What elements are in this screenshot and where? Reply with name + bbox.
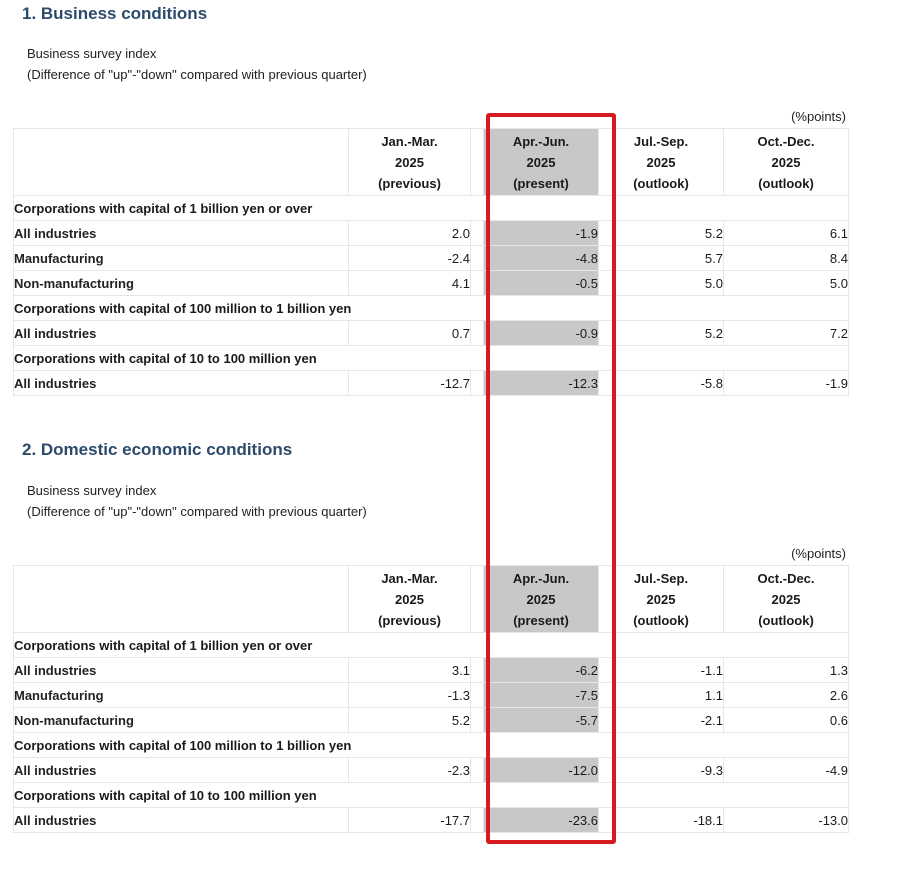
value-present: -12.0 bbox=[484, 758, 599, 783]
section-description bbox=[27, 480, 367, 522]
value-present: -23.6 bbox=[484, 808, 599, 833]
value-previous: -12.7 bbox=[349, 371, 471, 396]
row-label: Non-manufacturing bbox=[14, 271, 349, 296]
row-label: All industries bbox=[14, 321, 349, 346]
group-row bbox=[14, 296, 849, 321]
group-row bbox=[14, 633, 849, 658]
header-blank bbox=[14, 129, 349, 196]
value-outlook-q3: 5.0 bbox=[599, 271, 724, 296]
value-present: -4.8 bbox=[484, 246, 599, 271]
domestic-economic-conditions-table bbox=[13, 565, 849, 833]
value-present: -0.9 bbox=[484, 321, 599, 346]
group-row bbox=[14, 733, 849, 758]
section-title: 2. Domestic economic conditions bbox=[22, 440, 293, 459]
value-outlook-q4: 5.0 bbox=[724, 271, 849, 296]
unit-label: (%points) bbox=[791, 109, 846, 124]
row-label: All industries bbox=[14, 758, 349, 783]
table-row bbox=[14, 808, 849, 833]
value-previous: -17.7 bbox=[349, 808, 471, 833]
value-present: -12.3 bbox=[484, 371, 599, 396]
value-present: -6.2 bbox=[484, 658, 599, 683]
row-label: Non-manufacturing bbox=[14, 708, 349, 733]
value-outlook-q3: 5.7 bbox=[599, 246, 724, 271]
group-row bbox=[14, 196, 849, 221]
index-note: (Difference of "up"-"down" compared with previous quarter) bbox=[27, 67, 367, 82]
group-row bbox=[14, 783, 849, 808]
row-label: Manufacturing bbox=[14, 683, 349, 708]
value-outlook-q3: -5.8 bbox=[599, 371, 724, 396]
table-row bbox=[14, 683, 849, 708]
value-outlook-q4: 8.4 bbox=[724, 246, 849, 271]
column-header-outlook-q3: Jul.-Sep. 2025 (outlook) bbox=[599, 566, 724, 633]
value-outlook-q4: 0.6 bbox=[724, 708, 849, 733]
column-header-outlook-q4: Oct.-Dec. 2025 (outlook) bbox=[724, 129, 849, 196]
header-blank bbox=[14, 566, 349, 633]
table-row bbox=[14, 658, 849, 683]
value-previous: 4.1 bbox=[349, 271, 471, 296]
value-present: -1.9 bbox=[484, 221, 599, 246]
table-header-row bbox=[14, 566, 849, 633]
table-row bbox=[14, 321, 849, 346]
index-note: (Difference of "up"-"down" compared with previous quarter) bbox=[27, 504, 367, 519]
value-outlook-q4: 2.6 bbox=[724, 683, 849, 708]
value-outlook-q4: -1.9 bbox=[724, 371, 849, 396]
section-title: 1. Business conditions bbox=[22, 4, 208, 23]
value-previous: -1.3 bbox=[349, 683, 471, 708]
value-previous: 5.2 bbox=[349, 708, 471, 733]
unit-label: (%points) bbox=[791, 546, 846, 561]
value-outlook-q3: 5.2 bbox=[599, 221, 724, 246]
value-present: -0.5 bbox=[484, 271, 599, 296]
row-label: All industries bbox=[14, 221, 349, 246]
value-previous: -2.4 bbox=[349, 246, 471, 271]
column-header-present: Apr.-Jun. 2025 (present) bbox=[484, 129, 599, 196]
column-header-present: Apr.-Jun. 2025 (present) bbox=[484, 566, 599, 633]
business-conditions-table bbox=[13, 128, 849, 396]
column-header-outlook-q3: Jul.-Sep. 2025 (outlook) bbox=[599, 129, 724, 196]
table-row bbox=[14, 271, 849, 296]
index-name: Business survey index bbox=[27, 46, 157, 61]
value-previous: -2.3 bbox=[349, 758, 471, 783]
value-previous: 0.7 bbox=[349, 321, 471, 346]
value-outlook-q4: 1.3 bbox=[724, 658, 849, 683]
value-outlook-q3: -9.3 bbox=[599, 758, 724, 783]
value-outlook-q3: 5.2 bbox=[599, 321, 724, 346]
group-label: Corporations with capital of 10 to 100 million yen bbox=[14, 346, 849, 371]
table-row bbox=[14, 221, 849, 246]
value-outlook-q3: -18.1 bbox=[599, 808, 724, 833]
value-outlook-q4: 6.1 bbox=[724, 221, 849, 246]
group-label: Corporations with capital of 100 million to 1 billion yen bbox=[14, 296, 849, 321]
group-label: Corporations with capital of 100 million to 1 billion yen bbox=[14, 733, 849, 758]
table-row bbox=[14, 758, 849, 783]
group-row bbox=[14, 346, 849, 371]
table-header-row bbox=[14, 129, 849, 196]
value-present: -5.7 bbox=[484, 708, 599, 733]
value-outlook-q3: -1.1 bbox=[599, 658, 724, 683]
index-name: Business survey index bbox=[27, 483, 157, 498]
table-row bbox=[14, 371, 849, 396]
value-outlook-q4: -4.9 bbox=[724, 758, 849, 783]
group-label: Corporations with capital of 1 billion yen or over bbox=[14, 633, 849, 658]
table-row bbox=[14, 708, 849, 733]
value-previous: 3.1 bbox=[349, 658, 471, 683]
value-outlook-q3: 1.1 bbox=[599, 683, 724, 708]
value-outlook-q3: -2.1 bbox=[599, 708, 724, 733]
column-header-previous: Jan.-Mar. 2025 (previous) bbox=[349, 566, 471, 633]
row-label: Manufacturing bbox=[14, 246, 349, 271]
row-label: All industries bbox=[14, 808, 349, 833]
group-label: Corporations with capital of 10 to 100 million yen bbox=[14, 783, 849, 808]
value-outlook-q4: -13.0 bbox=[724, 808, 849, 833]
section-description bbox=[27, 43, 367, 85]
value-previous: 2.0 bbox=[349, 221, 471, 246]
value-present: -7.5 bbox=[484, 683, 599, 708]
value-outlook-q4: 7.2 bbox=[724, 321, 849, 346]
row-label: All industries bbox=[14, 658, 349, 683]
row-label: All industries bbox=[14, 371, 349, 396]
column-header-previous: Jan.-Mar. 2025 (previous) bbox=[349, 129, 471, 196]
group-label: Corporations with capital of 1 billion yen or over bbox=[14, 196, 849, 221]
column-header-outlook-q4: Oct.-Dec. 2025 (outlook) bbox=[724, 566, 849, 633]
table-row bbox=[14, 246, 849, 271]
